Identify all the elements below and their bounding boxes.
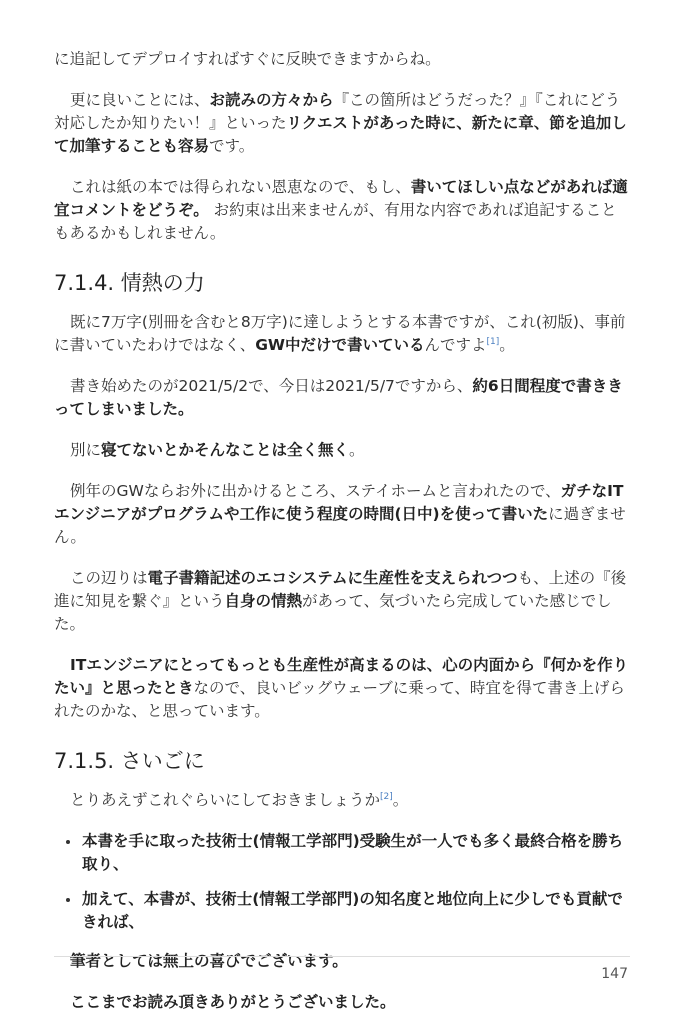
paragraph-productivity: ITエンジニアにとってもっとも生産性が高まるのは、心の内面から『何かを作りたい』と思ったときなので、良いビッグウェーブに乗って、時宜を得て書き上げられたのかな、と思っています。 — [54, 656, 629, 720]
list-item: 加えて、本書が、技術士(情報工学部門)の知名度と地位向上に少しでも貢献できれば、 — [82, 888, 632, 934]
paragraph-sleep: 別に寝てないとかそんなことは全く無く。 — [70, 441, 365, 459]
paragraph-requests: 更に良いことには、お読みの方々から『この箇所はどうだった？』『これにどう対応したか知りたい！』といったリクエストがあった時に、新たに章、節を追加して加筆することも容易です。 — [54, 91, 627, 155]
paragraph-word-count: 既に7万字(別冊を含むと8万字)に達しようとする本書ですが、これ(初版)、事前に書いていたわけではなく、GW中だけで書いているんですよ[1]。 — [54, 313, 626, 354]
paragraph-comments: これは紙の本では得られない恩恵なので、もし、書いてほしい点などがあれば適宜コメントをどうぞ。 お約束は出来ませんが、有用な内容であれば追記することもあるかもしれません。 — [54, 178, 628, 242]
footnote-ref-1[interactable]: [1] — [486, 336, 500, 347]
page-content — [54, 48, 632, 1032]
footnote-ref-2[interactable]: [2] — [380, 791, 393, 802]
footer-divider — [54, 956, 630, 957]
paragraph-dates: 書き始めたのが2021/5/2で、今日は2021/5/7ですから、約6日間程度で書ききってしまいました。 — [54, 377, 623, 418]
paragraph-deploy: に追記してデプロイすればすぐに反映できますからね。 — [54, 50, 441, 68]
list-item: 本書を手に取った技術士(情報工学部門)受験生が一人でも多く最終合格を勝ち取り、 — [82, 830, 632, 876]
section-heading-finally: 7.1.5. さいごに — [54, 749, 205, 773]
paragraph-gw: 例年のGWならお外に出かけるところ、ステイホームと言われたので、ガチなITエンジニアがプログラムや工作に使う程度の時間(日中)を使って書いたに過ぎません。 — [54, 482, 626, 546]
paragraph-ecosystem: この辺りは電子書籍記述のエコシステムに生産性を支えられつつも、上述の『後進に知見を繋ぐ』という自身の情熱があって、気づいたら完成していた感じでした。 — [54, 569, 627, 633]
wish-list — [54, 830, 632, 934]
section-heading-passion: 7.1.4. 情熱の力 — [54, 271, 205, 295]
page-number: 147 — [601, 966, 628, 982]
paragraph-thanks: ここまでお読み頂きありがとうございました。 — [70, 993, 396, 1011]
paragraph-joy: 筆者としては無上の喜びでございます。 — [70, 952, 348, 970]
paragraph-closing: とりあえずこれぐらいにしておきましょうか[2]。 — [70, 791, 409, 809]
